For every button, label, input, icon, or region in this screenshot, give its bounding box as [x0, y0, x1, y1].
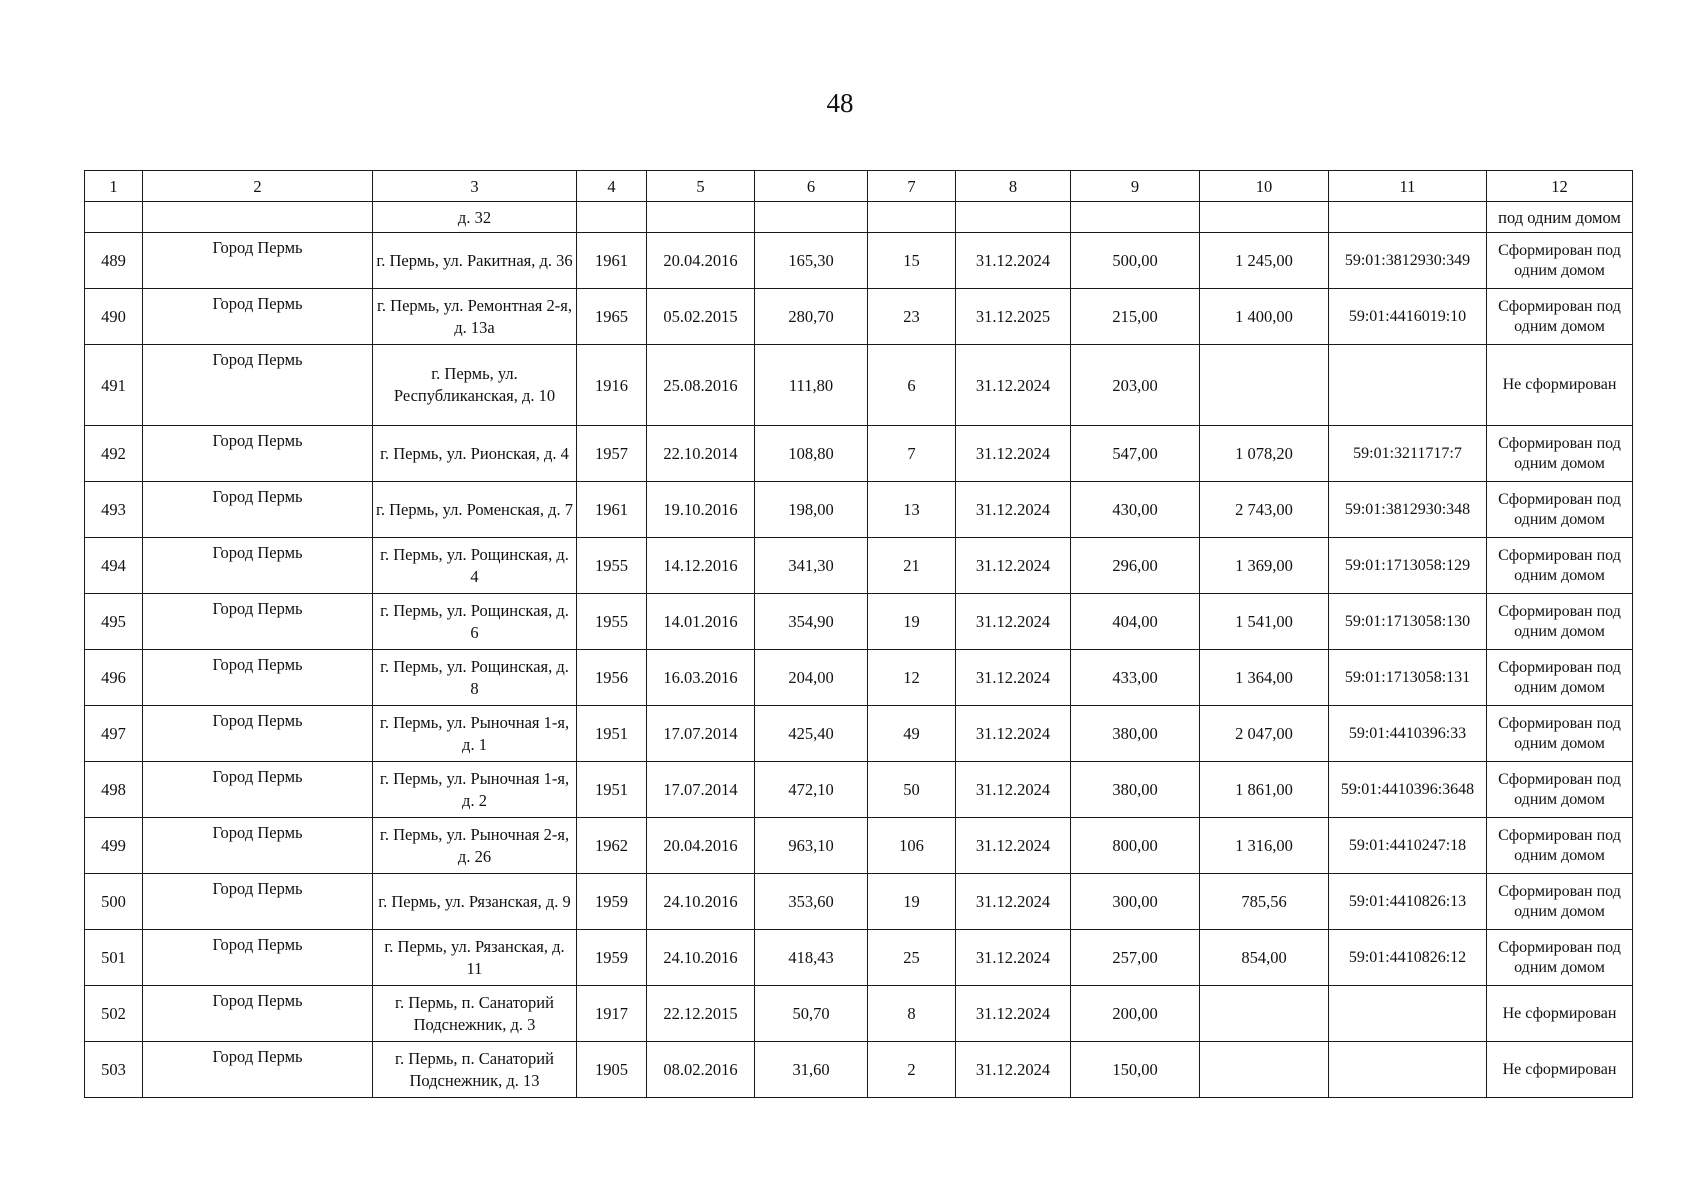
date-cell: 19.10.2016 [647, 482, 755, 538]
deadline-cell: 31.12.2024 [956, 538, 1071, 594]
count-cell: 7 [868, 426, 956, 482]
table-cell [1200, 202, 1329, 233]
count-cell: 106 [868, 818, 956, 874]
deadline-cell: 31.12.2024 [956, 233, 1071, 289]
table-cell [647, 202, 755, 233]
area-cell: 472,10 [755, 762, 868, 818]
municipality-cell: Город Пермь [143, 1042, 373, 1098]
address-cell: г. Пермь, ул. Рощинская, д. 6 [373, 594, 577, 650]
address-cell: г. Пермь, ул. Рыночная 1-я, д. 1 [373, 706, 577, 762]
row-number-cell: 500 [85, 874, 143, 930]
column-number: 10 [1200, 171, 1329, 202]
row-number-cell: 502 [85, 986, 143, 1042]
municipality-cell: Город Пермь [143, 818, 373, 874]
count-cell: 25 [868, 930, 956, 986]
address-cell: г. Пермь, ул. Роменская, д. 7 [373, 482, 577, 538]
date-cell: 22.12.2015 [647, 986, 755, 1042]
count-cell: 21 [868, 538, 956, 594]
date-cell: 25.08.2016 [647, 345, 755, 426]
table-cell [577, 202, 647, 233]
table-row [85, 706, 1633, 762]
table-cell [956, 202, 1071, 233]
value-cell: 800,00 [1071, 818, 1200, 874]
table-row [85, 482, 1633, 538]
status-cell: Сформирован под одним домом [1487, 874, 1633, 930]
table-row [85, 289, 1633, 345]
address-cell: г. Пермь, ул. Рязанская, д. 11 [373, 930, 577, 986]
value-cell: 430,00 [1071, 482, 1200, 538]
deadline-cell: 31.12.2024 [956, 706, 1071, 762]
area-cell: 341,30 [755, 538, 868, 594]
deadline-cell: 31.12.2024 [956, 594, 1071, 650]
municipality-cell: Город Пермь [143, 345, 373, 426]
year-cell: 1905 [577, 1042, 647, 1098]
year-cell: 1961 [577, 233, 647, 289]
row-number-cell: 492 [85, 426, 143, 482]
municipality-cell: Город Пермь [143, 762, 373, 818]
area-cell: 425,40 [755, 706, 868, 762]
area-cell: 353,60 [755, 874, 868, 930]
value-cell: 854,00 [1200, 930, 1329, 986]
deadline-cell: 31.12.2024 [956, 874, 1071, 930]
year-cell: 1916 [577, 345, 647, 426]
row-number-cell: 489 [85, 233, 143, 289]
table-row [85, 762, 1633, 818]
address-cell: г. Пермь, п. Санаторий Подснежник, д. 3 [373, 986, 577, 1042]
value-cell: 380,00 [1071, 762, 1200, 818]
area-cell: 354,90 [755, 594, 868, 650]
count-cell: 50 [868, 762, 956, 818]
count-cell: 12 [868, 650, 956, 706]
status-cell: Сформирован под одним домом [1487, 706, 1633, 762]
date-cell: 22.10.2014 [647, 426, 755, 482]
year-cell: 1957 [577, 426, 647, 482]
status-cell: Сформирован под одним домом [1487, 482, 1633, 538]
year-cell: 1955 [577, 594, 647, 650]
count-cell: 49 [868, 706, 956, 762]
status-cell: Сформирован под одним домом [1487, 650, 1633, 706]
column-number: 8 [956, 171, 1071, 202]
count-cell: 2 [868, 1042, 956, 1098]
count-cell: 19 [868, 594, 956, 650]
area-cell: 204,00 [755, 650, 868, 706]
area-cell: 111,80 [755, 345, 868, 426]
table-row [85, 538, 1633, 594]
row-number-cell: 490 [85, 289, 143, 345]
status-cell: Сформирован под одним домом [1487, 233, 1633, 289]
column-number: 11 [1329, 171, 1487, 202]
value-cell: 1 316,00 [1200, 818, 1329, 874]
status-cell: Не сформирован [1487, 986, 1633, 1042]
cadastral-number-cell: 59:01:4410826:12 [1329, 930, 1487, 986]
value-cell: 215,00 [1071, 289, 1200, 345]
column-number: 6 [755, 171, 868, 202]
date-cell: 14.12.2016 [647, 538, 755, 594]
table-cell [143, 202, 373, 233]
table-cell [755, 202, 868, 233]
municipality-cell: Город Пермь [143, 233, 373, 289]
cadastral-number-cell: 59:01:1713058:130 [1329, 594, 1487, 650]
row-number-cell: 495 [85, 594, 143, 650]
value-cell: 380,00 [1071, 706, 1200, 762]
row-number-cell: 491 [85, 345, 143, 426]
value-cell: 1 078,20 [1200, 426, 1329, 482]
row-number-cell: 496 [85, 650, 143, 706]
row-number-cell: 493 [85, 482, 143, 538]
row-number-cell: 498 [85, 762, 143, 818]
value-cell: 1 369,00 [1200, 538, 1329, 594]
row-number-cell: 494 [85, 538, 143, 594]
status-cell: Сформирован под одним домом [1487, 594, 1633, 650]
value-cell: 296,00 [1071, 538, 1200, 594]
status-cell: Не сформирован [1487, 1042, 1633, 1098]
table-row [85, 594, 1633, 650]
year-cell: 1917 [577, 986, 647, 1042]
status-cell: Сформирован под одним домом [1487, 762, 1633, 818]
year-cell: 1951 [577, 762, 647, 818]
year-cell: 1962 [577, 818, 647, 874]
deadline-cell: 31.12.2024 [956, 930, 1071, 986]
municipality-cell: Город Пермь [143, 650, 373, 706]
column-number: 3 [373, 171, 577, 202]
value-cell [1200, 345, 1329, 426]
area-cell: 198,00 [755, 482, 868, 538]
column-number: 5 [647, 171, 755, 202]
address-cell: г. Пермь, ул. Рощинская, д. 8 [373, 650, 577, 706]
cadastral-number-cell [1329, 1042, 1487, 1098]
address-cell: г. Пермь, ул. Ремонтная 2-я, д. 13а [373, 289, 577, 345]
deadline-cell: 31.12.2024 [956, 818, 1071, 874]
deadline-cell: 31.12.2024 [956, 650, 1071, 706]
year-cell: 1956 [577, 650, 647, 706]
column-number: 2 [143, 171, 373, 202]
value-cell [1200, 986, 1329, 1042]
address-cell: г. Пермь, ул. Рионская, д. 4 [373, 426, 577, 482]
table-body [85, 171, 1633, 1098]
status-cell: Сформирован под одним домом [1487, 426, 1633, 482]
date-cell: 20.04.2016 [647, 233, 755, 289]
status-cell: Не сформирован [1487, 345, 1633, 426]
column-number: 1 [85, 171, 143, 202]
count-cell: 8 [868, 986, 956, 1042]
value-cell: 150,00 [1071, 1042, 1200, 1098]
municipality-cell: Город Пермь [143, 874, 373, 930]
municipality-cell: Город Пермь [143, 706, 373, 762]
municipality-cell: Город Пермь [143, 482, 373, 538]
column-number: 4 [577, 171, 647, 202]
table-row [85, 426, 1633, 482]
table-row [85, 874, 1633, 930]
area-cell: 108,80 [755, 426, 868, 482]
registry-table [84, 170, 1633, 1098]
deadline-cell: 31.12.2024 [956, 986, 1071, 1042]
date-cell: 05.02.2015 [647, 289, 755, 345]
address-cell: г. Пермь, ул. Рыночная 1-я, д. 2 [373, 762, 577, 818]
year-cell: 1961 [577, 482, 647, 538]
date-cell: 24.10.2016 [647, 874, 755, 930]
deadline-cell: 31.12.2024 [956, 345, 1071, 426]
count-cell: 13 [868, 482, 956, 538]
date-cell: 24.10.2016 [647, 930, 755, 986]
value-cell: 1 364,00 [1200, 650, 1329, 706]
cadastral-number-cell: 59:01:4410396:33 [1329, 706, 1487, 762]
status-cell: Сформирован под одним домом [1487, 289, 1633, 345]
date-cell: 14.01.2016 [647, 594, 755, 650]
area-cell: 165,30 [755, 233, 868, 289]
value-cell: 2 743,00 [1200, 482, 1329, 538]
value-cell: 200,00 [1071, 986, 1200, 1042]
continuation-status: под одним домом [1487, 202, 1633, 233]
row-number-cell: 499 [85, 818, 143, 874]
count-cell: 23 [868, 289, 956, 345]
table-row [85, 650, 1633, 706]
address-cell: г. Пермь, п. Санаторий Подснежник, д. 13 [373, 1042, 577, 1098]
value-cell [1200, 1042, 1329, 1098]
cadastral-number-cell: 59:01:1713058:131 [1329, 650, 1487, 706]
cadastral-number-cell: 59:01:1713058:129 [1329, 538, 1487, 594]
value-cell: 785,56 [1200, 874, 1329, 930]
municipality-cell: Город Пермь [143, 538, 373, 594]
deadline-cell: 31.12.2025 [956, 289, 1071, 345]
municipality-cell: Город Пермь [143, 426, 373, 482]
value-cell: 500,00 [1071, 233, 1200, 289]
status-cell: Сформирован под одним домом [1487, 818, 1633, 874]
date-cell: 16.03.2016 [647, 650, 755, 706]
year-cell: 1959 [577, 930, 647, 986]
cadastral-number-cell: 59:01:4416019:10 [1329, 289, 1487, 345]
cadastral-number-cell: 59:01:4410247:18 [1329, 818, 1487, 874]
cadastral-number-cell [1329, 345, 1487, 426]
column-number-row [85, 171, 1633, 202]
value-cell: 2 047,00 [1200, 706, 1329, 762]
continuation-address: д. 32 [373, 202, 577, 233]
value-cell: 1 400,00 [1200, 289, 1329, 345]
status-cell: Сформирован под одним домом [1487, 930, 1633, 986]
cadastral-number-cell: 59:01:3812930:349 [1329, 233, 1487, 289]
column-number: 9 [1071, 171, 1200, 202]
value-cell: 1 541,00 [1200, 594, 1329, 650]
value-cell: 433,00 [1071, 650, 1200, 706]
area-cell: 280,70 [755, 289, 868, 345]
row-number-cell: 497 [85, 706, 143, 762]
value-cell: 300,00 [1071, 874, 1200, 930]
year-cell: 1959 [577, 874, 647, 930]
address-cell: г. Пермь, ул. Республиканская, д. 10 [373, 345, 577, 426]
count-cell: 15 [868, 233, 956, 289]
cadastral-number-cell [1329, 986, 1487, 1042]
continuation-row [85, 202, 1633, 233]
area-cell: 418,43 [755, 930, 868, 986]
table-cell [1329, 202, 1487, 233]
cadastral-number-cell: 59:01:3211717:7 [1329, 426, 1487, 482]
area-cell: 50,70 [755, 986, 868, 1042]
column-number: 7 [868, 171, 956, 202]
year-cell: 1951 [577, 706, 647, 762]
value-cell: 404,00 [1071, 594, 1200, 650]
year-cell: 1965 [577, 289, 647, 345]
table-row [85, 930, 1633, 986]
cadastral-number-cell: 59:01:4410396:3648 [1329, 762, 1487, 818]
row-number-cell: 503 [85, 1042, 143, 1098]
column-number: 12 [1487, 171, 1633, 202]
address-cell: г. Пермь, ул. Ракитная, д. 36 [373, 233, 577, 289]
municipality-cell: Город Пермь [143, 289, 373, 345]
address-cell: г. Пермь, ул. Рыночная 2-я, д. 26 [373, 818, 577, 874]
deadline-cell: 31.12.2024 [956, 426, 1071, 482]
table-row [85, 345, 1633, 426]
deadline-cell: 31.12.2024 [956, 762, 1071, 818]
page-number: 48 [826, 88, 854, 118]
cadastral-number-cell: 59:01:4410826:13 [1329, 874, 1487, 930]
value-cell: 1 861,00 [1200, 762, 1329, 818]
cadastral-number-cell: 59:01:3812930:348 [1329, 482, 1487, 538]
table-cell [85, 202, 143, 233]
table-row [85, 233, 1633, 289]
count-cell: 19 [868, 874, 956, 930]
count-cell: 6 [868, 345, 956, 426]
table-row [85, 818, 1633, 874]
address-cell: г. Пермь, ул. Рощинская, д. 4 [373, 538, 577, 594]
date-cell: 20.04.2016 [647, 818, 755, 874]
area-cell: 31,60 [755, 1042, 868, 1098]
deadline-cell: 31.12.2024 [956, 482, 1071, 538]
value-cell: 203,00 [1071, 345, 1200, 426]
date-cell: 17.07.2014 [647, 706, 755, 762]
date-cell: 08.02.2016 [647, 1042, 755, 1098]
area-cell: 963,10 [755, 818, 868, 874]
table-row [85, 986, 1633, 1042]
municipality-cell: Город Пермь [143, 930, 373, 986]
deadline-cell: 31.12.2024 [956, 1042, 1071, 1098]
address-cell: г. Пермь, ул. Рязанская, д. 9 [373, 874, 577, 930]
municipality-cell: Город Пермь [143, 594, 373, 650]
table-cell [868, 202, 956, 233]
row-number-cell: 501 [85, 930, 143, 986]
value-cell: 547,00 [1071, 426, 1200, 482]
status-cell: Сформирован под одним домом [1487, 538, 1633, 594]
municipality-cell: Город Пермь [143, 986, 373, 1042]
table-cell [1071, 202, 1200, 233]
table-row [85, 1042, 1633, 1098]
date-cell: 17.07.2014 [647, 762, 755, 818]
value-cell: 257,00 [1071, 930, 1200, 986]
value-cell: 1 245,00 [1200, 233, 1329, 289]
year-cell: 1955 [577, 538, 647, 594]
